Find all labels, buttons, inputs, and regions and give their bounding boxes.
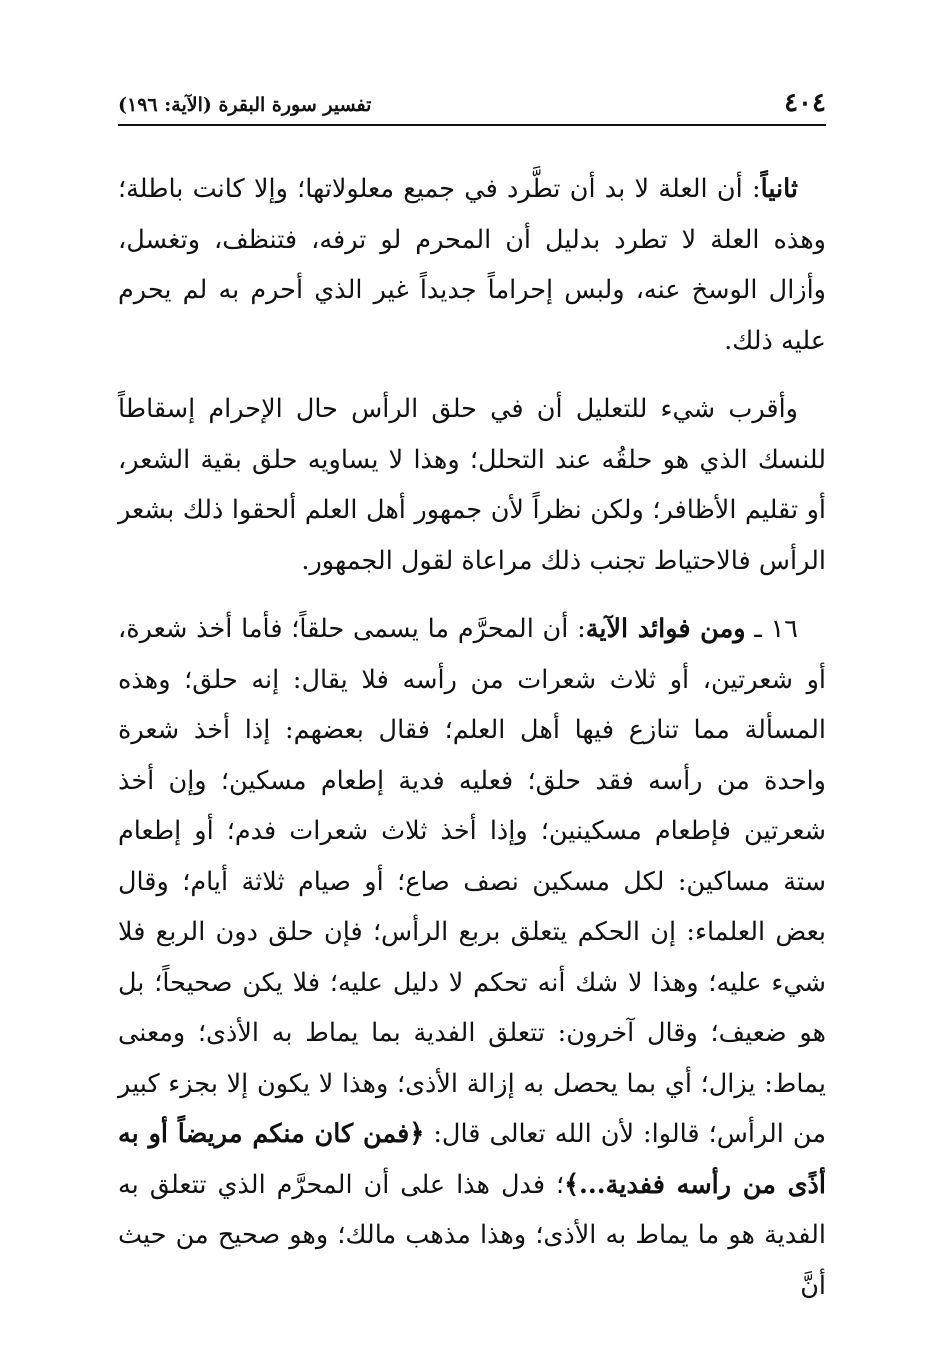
benefit-number: ١٦ ـ: [745, 614, 798, 644]
paragraph-text: وأقرب شيء للتعليل أن في حلق الرأس حال الإحرام إسقاطاً للنسك الذي هو حلقُه عند التحلل؛ وهذا لا يساويه حلق بقية الشعر، أو تقليم الأظافر؛ ولكن نظراً لأن جمهور أهل العلم ألحقوا ذلك بشعر الرأس فالاحتياط تجنب ذلك مراعاة لقول الجمهور.: [118, 394, 826, 576]
page-number: ٤٠٤: [784, 88, 826, 118]
running-header: [118, 86, 826, 126]
paragraph-benefit-16: [118, 604, 826, 1311]
paragraph-secondly: [118, 164, 826, 366]
paragraph-text: : أن العلة لا بد أن تطَّرد في جميع معلولاتها؛ وإلا كانت باطلة؛ وهذه العلة لا تطرد بدليل أن المحرم لو ترفه، فتنظف، وتغسل، وأزال الوسخ عنه، ولبس إحراماً جديداً غير الذي أحرم به لم يحرم عليه ذلك.: [118, 174, 826, 356]
paragraph-text: : أن المحرَّم ما يسمى حلقاً؛ فأما أخذ شعرة، أو شعرتين، أو ثلاث شعرات من رأسه فلا يقال: إنه حلق؛ وهذه المسألة مما تنازع فيها أهل العلم؛ فقال بعضهم: إذا أخذ شعرة واحدة من رأسه فقد حلق؛ فعليه فدية إطعام مسكين؛ وإن أخذ شعرتين فإطعام مسكينين؛ وإذا أخذ ثلاث شعرات فدم؛ أو إطعام ستة مساكين: لكل مسكين نصف صاع؛ أو صيام ثلاثة أيام؛ وقال بعض العلماء: إن الحكم يتعلق بربع الرأس؛ فإن حلق دون الربع فلا شيء عليه؛ وهذا لا شك أنه تحكم لا دليل عليه؛ فلا يكن صحيحاً؛ بل هو ضعيف؛ وقال آخرون: تتعلق الفدية بما يماط به الأذى؛ ومعنى يماط: يزال؛ أي بما يحصل به إزالة الأذى؛ وهذا لا يكون إلا بجزء كبير من الرأس؛ قالوا: لأن الله تعالى قال:: [118, 614, 827, 1149]
running-title: تفسير سورة البقرة (الآية: ١٩٦): [118, 94, 372, 116]
body-text: [118, 164, 826, 1311]
paragraph-lead: ومن فوائد الآية: [585, 614, 746, 644]
paragraph-tail: ؛ فدل هذا على أن المحرَّم الذي تتعلق به الفدية هو ما يماط به الأذى؛ وهذا مذهب مالك؛ وهو صحيح من حيث أنَّ: [118, 1169, 826, 1301]
book-page: [118, 86, 826, 1336]
quran-quote: ﴿فمن كان منكم مريضاً أو به أذًى من رأسه ففدية...﴾: [118, 1119, 826, 1200]
paragraph-lead: ثانياً: [760, 174, 798, 204]
paragraph-reasoning: [118, 384, 826, 586]
